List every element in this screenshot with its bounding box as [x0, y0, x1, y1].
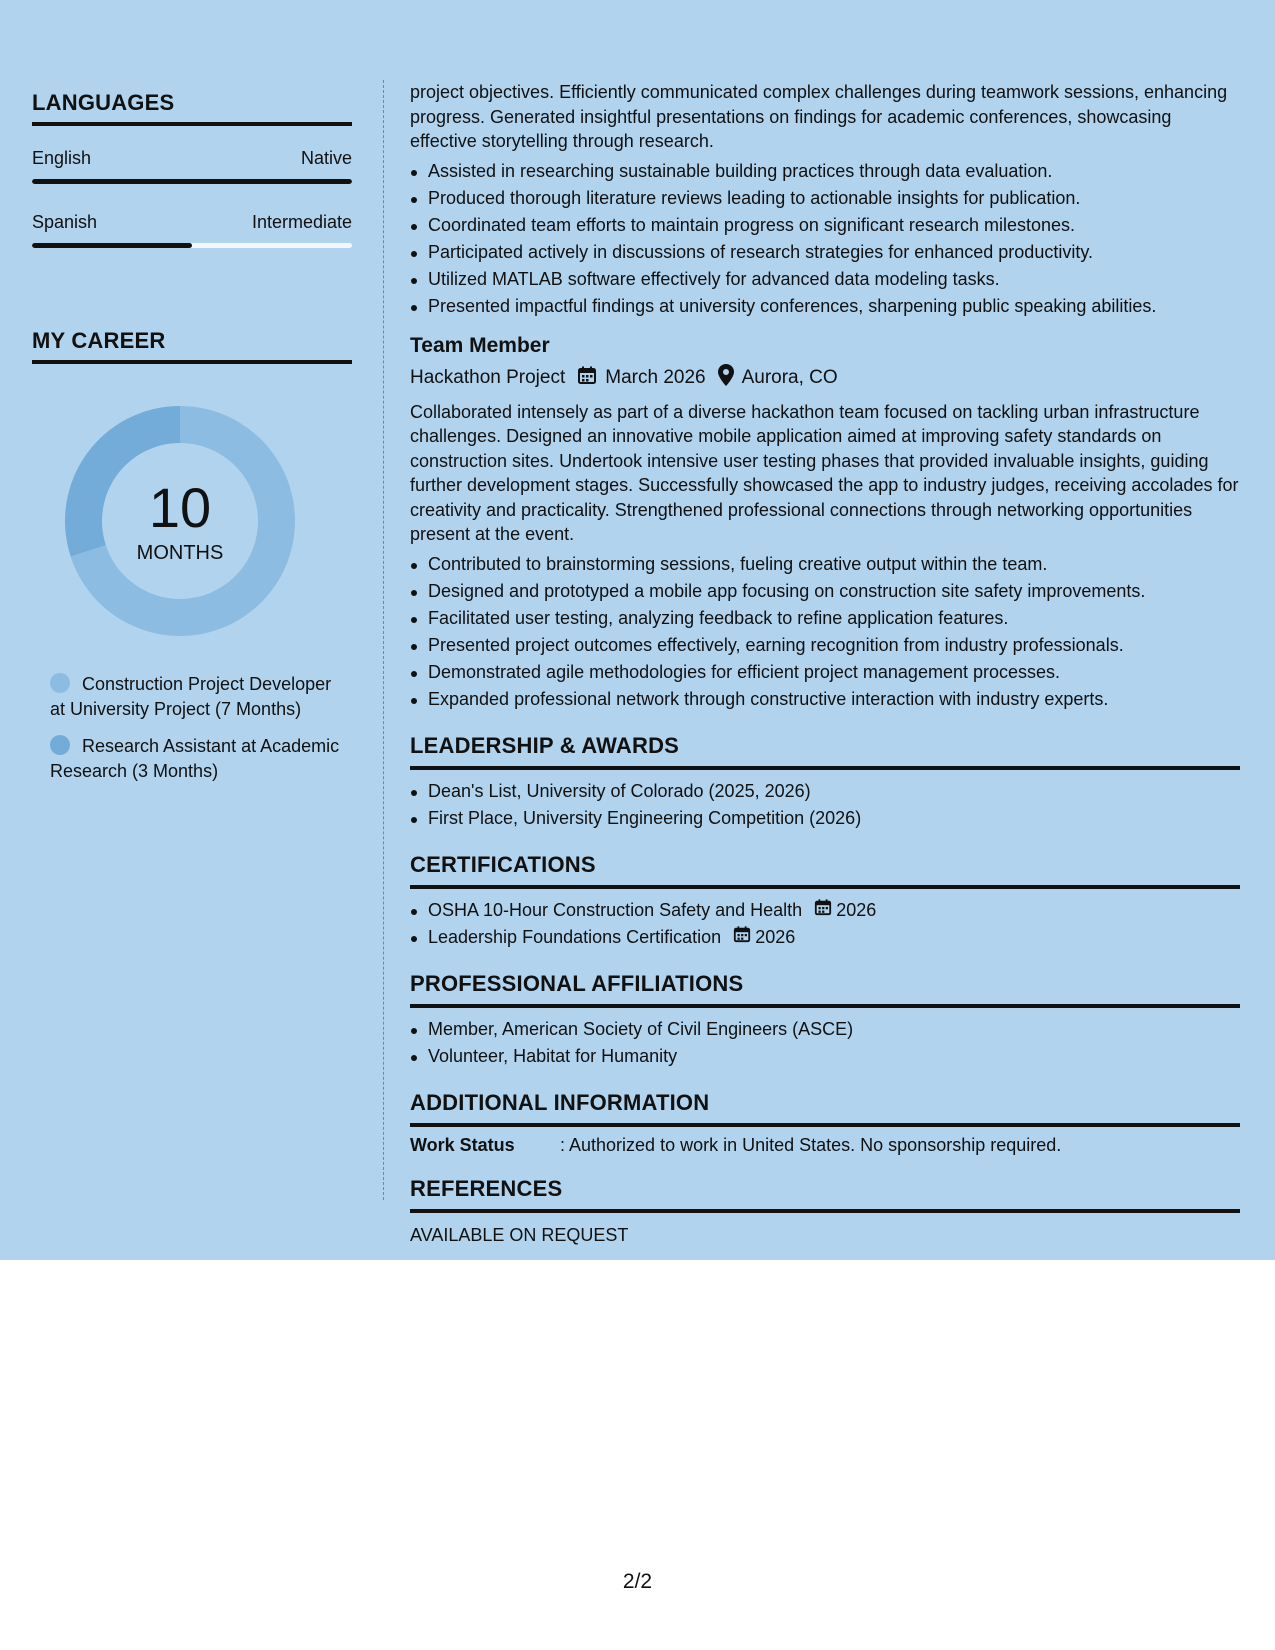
job-date: March 2026 — [605, 366, 706, 388]
list-item: Presented impactful findings at university conferences, sharpening public speaking abilities. — [410, 293, 1240, 320]
leadership-section — [410, 733, 1240, 832]
job-title: Team Member — [410, 333, 550, 357]
legend-dot — [50, 673, 70, 693]
affiliations-heading: PROFESSIONAL AFFILIATIONS — [410, 970, 744, 996]
work-status-row — [410, 1135, 1240, 1156]
leadership-heading: LEADERSHIP & AWARDS — [410, 732, 680, 758]
experience-continued — [410, 80, 1240, 320]
list-item: Volunteer, Habitat for Humanity — [410, 1043, 1240, 1070]
left-column — [32, 90, 352, 796]
career-legend — [50, 672, 340, 784]
certifications-section — [410, 852, 1240, 951]
section-rule — [410, 1209, 1240, 1213]
references-text: AVAILABLE ON REQUEST — [410, 1224, 629, 1245]
languages-heading: LANGUAGES — [32, 90, 175, 115]
references-section — [410, 1176, 1240, 1246]
right-column — [410, 80, 1240, 1246]
list-item: Demonstrated agile methodologies for efficient project management processes. — [410, 659, 1240, 686]
work-status-value: : Authorized to work in United States. No sponsorship required. — [560, 1134, 1062, 1155]
legend-label: Construction Project Developer at University Project (7 Months) — [50, 674, 332, 719]
experience-paragraph: project objectives. Efficiently communicated complex challenges during teamwork sessions, enhancing progress. Generated insightful presentations on findings for academic conferences, showcasing effective storytelling through research. — [410, 82, 1228, 151]
language-bar-fill — [32, 179, 352, 184]
affiliations-list — [410, 1016, 1240, 1070]
certifications-list — [410, 897, 1240, 951]
language-name: Spanish — [32, 212, 98, 232]
location-pin-icon — [718, 364, 734, 392]
section-rule — [32, 360, 352, 364]
section-rule — [32, 122, 352, 126]
language-item — [32, 212, 352, 248]
work-status-label: Work Status — [410, 1134, 515, 1155]
list-item — [410, 924, 1240, 951]
languages-section — [32, 90, 352, 248]
list-item: Assisted in researching sustainable building practices through data evaluation. — [410, 158, 1240, 185]
list-item: Contributed to brainstorming sessions, fueling creative output within the team. — [410, 551, 1240, 578]
calendar-icon — [577, 365, 597, 391]
legend-item — [50, 734, 340, 784]
list-item: Coordinated team efforts to maintain progress on significant research milestones. — [410, 212, 1240, 239]
list-item: Designed and prototyped a mobile app focusing on construction site safety improvements. — [410, 578, 1240, 605]
donut-total-number: 10 — [148, 476, 212, 539]
cert-year: 2026 — [836, 899, 877, 920]
section-rule — [410, 1123, 1240, 1127]
list-item: Presented project outcomes effectively, earning recognition from industry professionals. — [410, 632, 1240, 659]
list-item: Member, American Society of Civil Engineers (ASCE) — [410, 1016, 1240, 1043]
cert-name: Leadership Foundations Certification — [428, 926, 722, 947]
language-item — [32, 148, 352, 184]
list-item: Dean's List, University of Colorado (2025, 2026) — [410, 778, 1240, 805]
page-number: 2/2 — [622, 1570, 653, 1593]
experience-bullets — [410, 158, 1240, 320]
calendar-icon — [733, 924, 751, 951]
career-heading: MY CAREER — [32, 328, 166, 353]
calendar-icon — [814, 897, 832, 924]
legend-label: Research Assistant at Academic Research (3 Months) — [50, 736, 340, 781]
job-paragraph: Collaborated intensely as part of a diverse hackathon team focused on tackling urban infrastructure challenges. Designed an innovative mobile application aimed at improving safety standards on construction sites. Undertook intensive user testing phases that provided invaluable insights, guiding further development stages. Successfully showcased the app to industry judges, receiving accolades for creativity and practicality. Strengthened professional connections through networking opportunities present at the event. — [410, 401, 1239, 544]
job-company: Hackathon Project — [410, 366, 566, 388]
cert-name: OSHA 10-Hour Construction Safety and Health — [428, 899, 803, 920]
language-name: English — [32, 148, 92, 168]
list-item: Facilitated user testing, analyzing feedback to refine application features. — [410, 605, 1240, 632]
list-item: Participated actively in discussions of research strategies for enhanced productivity. — [410, 239, 1240, 266]
references-heading: REFERENCES — [410, 1175, 563, 1201]
job-location: Aurora, CO — [741, 366, 838, 388]
list-item: First Place, University Engineering Competition (2026) — [410, 805, 1240, 832]
language-level: Native — [300, 148, 352, 168]
job-entry — [410, 334, 1240, 713]
career-section — [32, 328, 352, 784]
list-item: Produced thorough literature reviews leading to actionable insights for publication. — [410, 185, 1240, 212]
leadership-list — [410, 778, 1240, 832]
language-bar — [32, 179, 352, 184]
cert-year: 2026 — [755, 926, 796, 947]
additional-info-heading: ADDITIONAL INFORMATION — [410, 1089, 710, 1115]
column-divider — [383, 80, 384, 1200]
language-level: Intermediate — [251, 212, 352, 232]
section-rule — [410, 1004, 1240, 1008]
job-meta — [410, 364, 1240, 392]
section-rule — [410, 885, 1240, 889]
list-item: Expanded professional network through constructive interaction with industry experts. — [410, 686, 1240, 713]
legend-item — [50, 672, 340, 722]
language-bar-fill — [32, 243, 192, 248]
job-bullets — [410, 551, 1240, 713]
career-donut-chart — [65, 406, 295, 636]
language-bar — [32, 243, 352, 248]
certifications-heading: CERTIFICATIONS — [410, 851, 596, 877]
section-rule — [410, 766, 1240, 770]
affiliations-section — [410, 971, 1240, 1070]
donut-total-unit: MONTHS — [136, 542, 224, 564]
list-item — [410, 897, 1240, 924]
list-item: Utilized MATLAB software effectively for advanced data modeling tasks. — [410, 266, 1240, 293]
legend-dot — [50, 735, 70, 755]
additional-info-section — [410, 1090, 1240, 1156]
